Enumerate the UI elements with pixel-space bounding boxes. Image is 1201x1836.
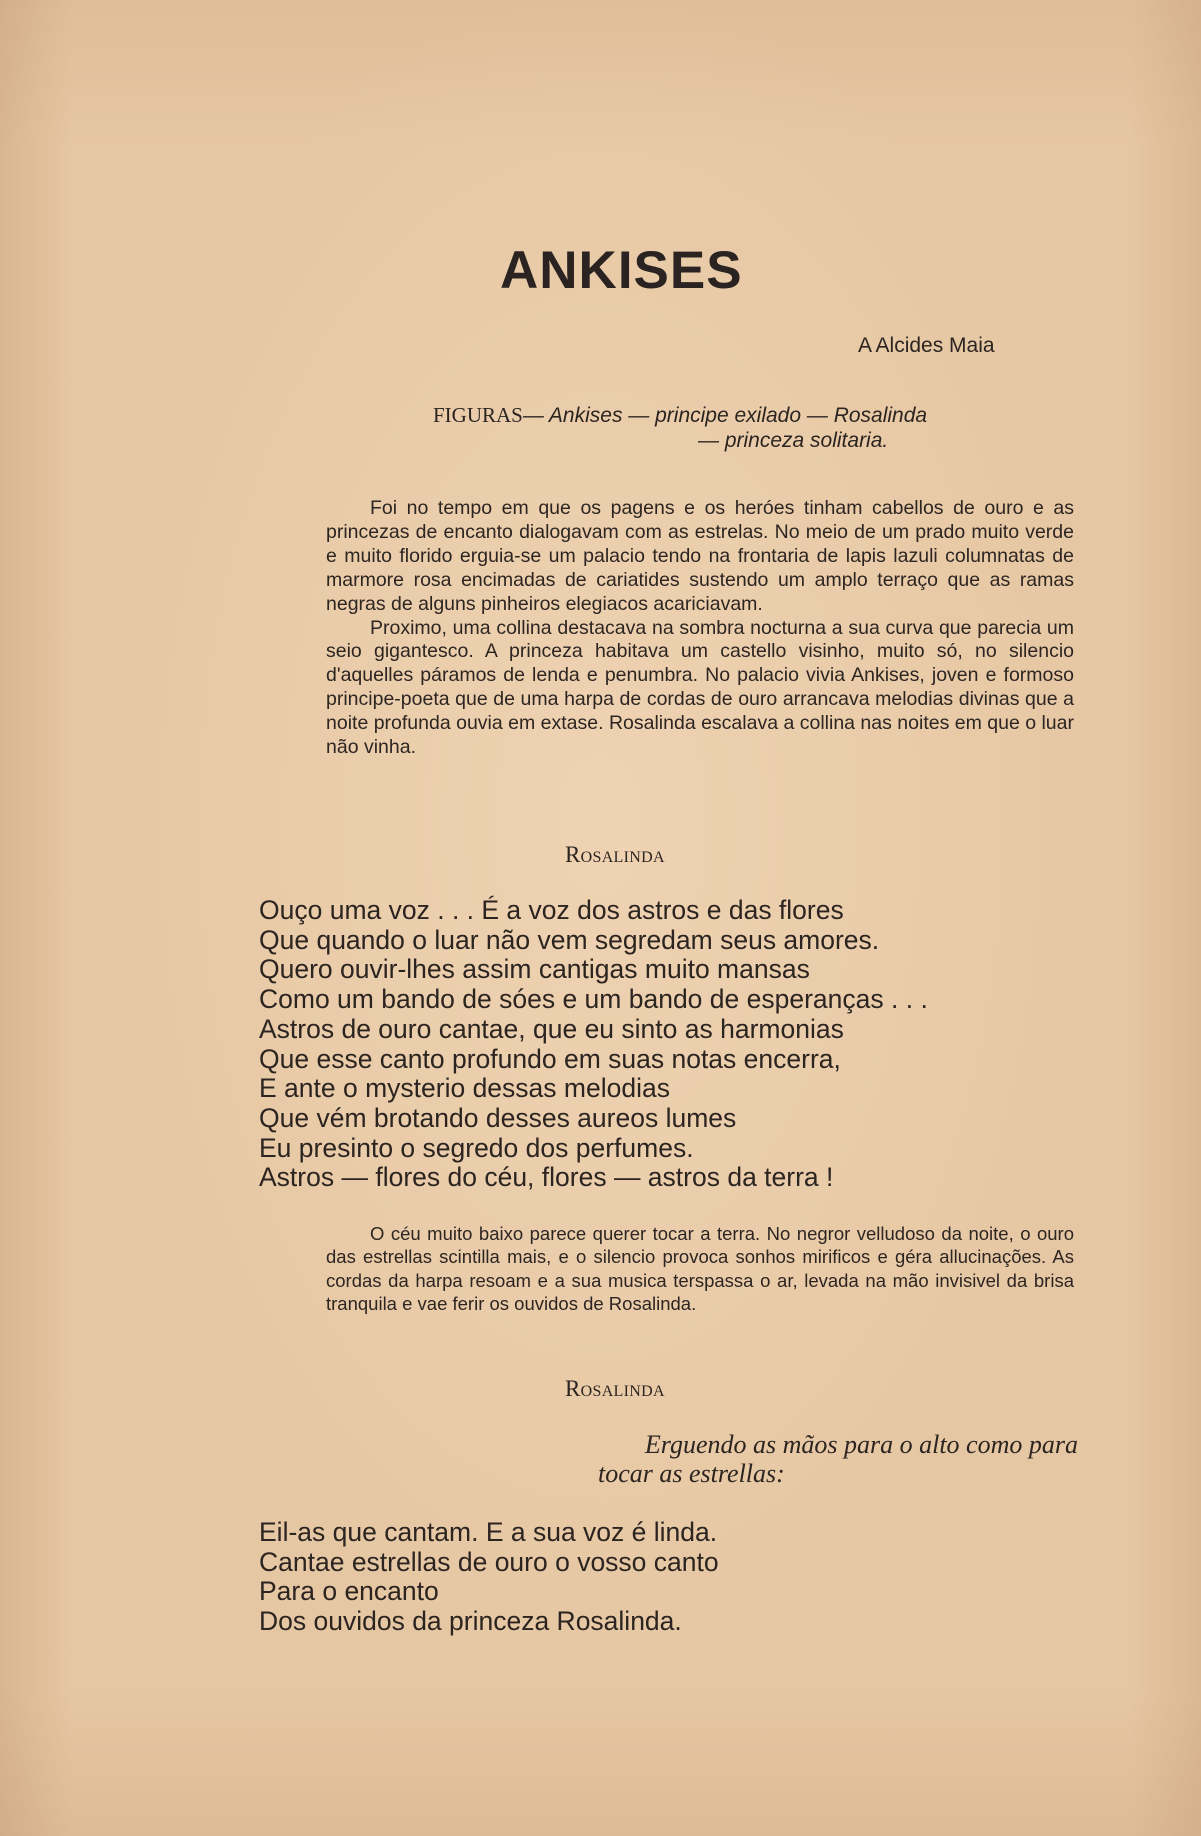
verse-line: Cantae estrellas de ouro o vosso canto [259, 1546, 719, 1577]
verse-line: Dos ouvidos da princeza Rosalinda. [259, 1606, 682, 1637]
figures-line-2: — princeza solitaria. [698, 429, 889, 452]
verse-line: Que quando o luar não vem segredam seus amores. [259, 924, 880, 955]
stage-direction-line-2: tocar as estrellas: [598, 1459, 785, 1488]
speaker-name [565, 842, 665, 868]
verse-line: Eil-as que cantam. E a sua voz é linda. [259, 1517, 718, 1547]
figures-label: FIGURAS [433, 403, 523, 427]
stage-direction [533, 1430, 1078, 1488]
speaker-name [565, 1376, 665, 1402]
figures-list [433, 403, 1073, 453]
verse-line: Que vém brotando desses aureos lumes [259, 1102, 737, 1133]
verse-stanza [259, 896, 928, 1193]
speaker-label: Rosalinda [565, 1376, 665, 1401]
verse-line: E ante o mysterio dessas melodias [259, 1073, 670, 1104]
figures-line-1: — Ankises — principe exilado — Rosalinda [522, 404, 928, 427]
stage-direction-line-1: Erguendo as mãos para o alto como para [644, 1430, 1078, 1459]
narration-text [326, 1222, 1074, 1316]
verse-line: Astros de ouro cantae, que eu sinto as harmonias [259, 1013, 844, 1044]
verse-line: Como um bando de sóes e um bando de esperanças . . . [259, 984, 928, 1015]
verse-line: Eu presinto o segredo dos perfumes. [259, 1132, 694, 1163]
verse-stanza [259, 1518, 719, 1637]
poem-title: ANKISES [500, 241, 743, 300]
dedication: A Alcides Maia [858, 334, 995, 357]
intro-text [326, 497, 1074, 760]
verse-line: Quero ouvir-lhes assim cantigas muito mansas [259, 954, 810, 985]
verse-line: Ouço uma voz . . . É a voz dos astros e das flores [259, 895, 844, 925]
verse-line: Astros — flores do céu, flores — astros da terra ! [259, 1162, 834, 1193]
verse-line: Para o encanto [259, 1576, 439, 1607]
intro-paragraph: Foi no tempo em que os pagens e os heróes tinham cabellos de ouro e as princezas de encanto dialogavam com as estrelas. No meio de um prado muito verde e muito florido erguia-se um palacio tendo na frontaria de lapis lazuli columnatas de marmore rosa encimadas de cariatides sustendo um amplo terraço que as ramas negras de alguns pinheiros elegiacos acariciavam. [326, 497, 1074, 615]
speaker-label: Rosalinda [565, 842, 665, 867]
verse-line: Que esse canto profundo em suas notas encerra, [259, 1043, 841, 1074]
narration-paragraph: O céu muito baixo parece querer tocar a terra. No negror velludoso da noite, o ouro das estrellas scintilla mais, e o silencio provoca sonhos mirificos e géra allucinações. As cordas da harpa resoam e a sua musica terspassa o ar, levada na mão invisivel da brisa tranquila e vae ferir os ouvidos de Rosalinda. [326, 1223, 1074, 1315]
intro-paragraph: Proximo, uma collina destacava na sombra nocturna a sua curva que parecia um seio gigantesco. A princeza habitava um castello visinho, muito só, no silencio d'aquelles páramos de lenda e penumbra. No palacio vivia Ankises, joven e formoso principe-poeta que de uma harpa de cordas de ouro arrancava melodias divinas que a noite profunda ouvia em extase. Rosalinda escalava a collina nas noites em que o luar não vinha. [326, 616, 1074, 759]
